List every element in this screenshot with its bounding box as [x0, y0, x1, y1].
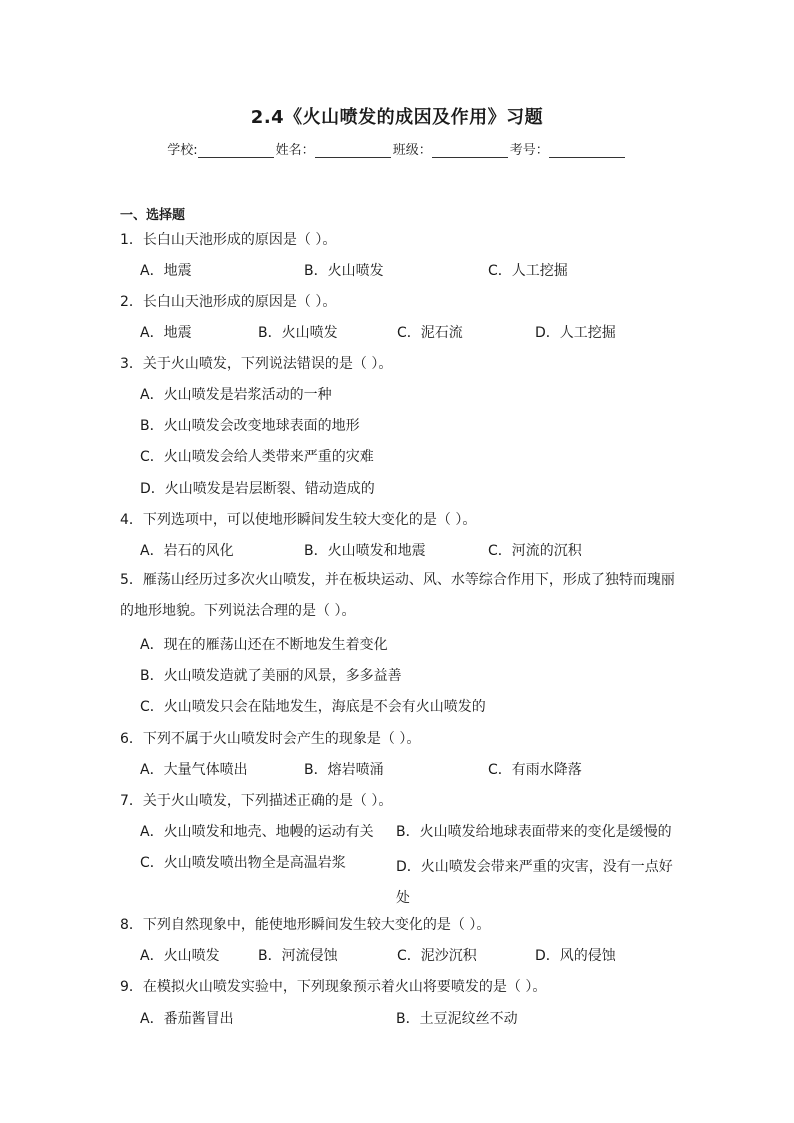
question-8-option-d: D．风的侵蚀: [535, 948, 616, 964]
question-4-option-c: C．河流的沉积: [488, 543, 582, 559]
question-5-option-c: C．火山喷发只会在陆地发生，海底是不会有火山喷发的: [140, 699, 486, 715]
name-field: [276, 139, 393, 158]
section-heading: 一、选择题: [120, 208, 186, 223]
question-7-option-a: A．火山喷发和地壳、地幔的运动有关: [140, 824, 374, 840]
question-7-option-c: C．火山喷发喷出物全是高温岩浆: [140, 855, 346, 871]
school-field: [167, 139, 275, 158]
question-9-option-a: A．番茄酱冒出: [140, 1011, 234, 1027]
student-info-row: [0, 139, 794, 158]
question-4-stem: 4．下列选项中，可以使地形瞬间发生较大变化的是（ ）。: [120, 512, 477, 528]
question-7-stem: 7．关于火山喷发，下列描述正确的是（ ）。: [120, 793, 393, 809]
class-blank: [432, 143, 508, 158]
school-label: 学校:: [167, 143, 198, 158]
name-label: 姓名：: [275, 143, 315, 158]
class-label: 班级：: [392, 143, 432, 158]
class-field: [393, 139, 510, 158]
question-6-option-c: C．有雨水降落: [488, 762, 582, 778]
question-7-option-d-text: D．火山喷发会带来严重的灾害，没有一点好处: [396, 859, 673, 906]
question-5-option-a: A．现在的雁荡山还在不断地发生着变化: [140, 637, 388, 653]
question-3-stem: 3．关于火山喷发，下列说法错误的是（ ）。: [120, 356, 393, 372]
question-8-option-a: A．火山喷发: [140, 948, 220, 964]
question-6-stem: 6．下列不属于火山喷发时会产生的现象是（ ）。: [120, 731, 421, 747]
question-1-option-c: C．人工挖掘: [488, 263, 568, 279]
question-3-option-b: B．火山喷发会改变地球表面的地形: [140, 418, 360, 434]
question-2-option-c: C．泥石流: [397, 325, 463, 341]
question-3-option-c: C．火山喷发会给人类带来严重的灾难: [140, 449, 374, 465]
school-blank: [198, 143, 274, 158]
question-8-option-c: C．泥沙沉积: [397, 948, 477, 964]
question-2-stem: 2．长白山天池形成的原因是（ ）。: [120, 294, 337, 310]
question-9-option-b: B．土豆泥纹丝不动: [396, 1011, 518, 1027]
question-9-stem: 9．在模拟火山喷发实验中，下列现象预示着火山将要喷发的是（ ）。: [120, 979, 547, 995]
question-1-option-b: B．火山喷发: [304, 263, 384, 279]
question-2-option-a: A．地震: [140, 325, 192, 341]
question-5-option-b: B．火山喷发造就了美丽的风景，多多益善: [140, 668, 402, 684]
question-2-option-b: B．火山喷发: [258, 325, 338, 341]
question-7-option-d: [396, 852, 676, 914]
page-title: 2.4《火山喷发的成因及作用》习题: [250, 107, 544, 128]
question-3-option-d: D．火山喷发是岩层断裂、错动造成的: [140, 481, 375, 497]
question-8-stem: 8．下列自然现象中，能使地形瞬间发生较大变化的是（ ）。: [120, 917, 491, 933]
name-blank: [315, 143, 391, 158]
question-6-option-a: A．大量气体喷出: [140, 762, 248, 778]
question-8-option-b: B．河流侵蚀: [258, 948, 338, 964]
question-7-option-b: B．火山喷发给地球表面带来的变化是缓慢的: [396, 824, 672, 840]
question-1-stem: 1．长白山天池形成的原因是（ ）。: [120, 232, 337, 248]
exam-no-blank: [549, 143, 625, 158]
question-2-option-d: D．人工挖掘: [535, 325, 616, 341]
question-6-option-b: B．熔岩喷涌: [304, 762, 384, 778]
question-4-option-a: A．岩石的风化: [140, 543, 234, 559]
question-4-option-b: B．火山喷发和地震: [304, 543, 426, 559]
question-1-option-a: A．地震: [140, 263, 192, 279]
exam-no-field: [510, 139, 627, 158]
question-5-stem: 5．雁荡山经历过多次火山喷发，并在板块运动、风、水等综合作用下，形成了独特而瑰丽的地形地貌。下列说法合理的是（ ）。: [120, 572, 675, 619]
exam-no-label: 考号：: [509, 143, 549, 158]
question-3-option-a: A．火山喷发是岩浆活动的一种: [140, 387, 332, 403]
